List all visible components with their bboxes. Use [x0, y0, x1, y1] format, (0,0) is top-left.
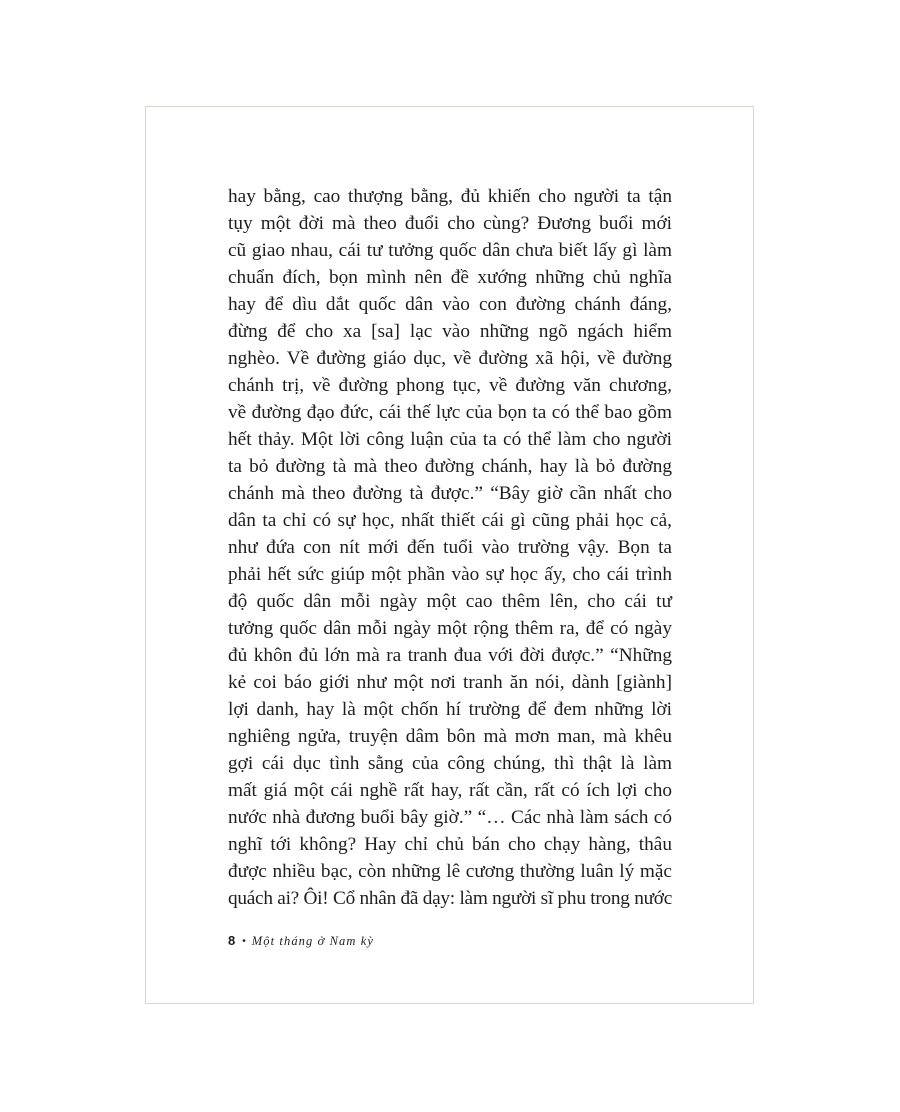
running-title: Một tháng ở Nam kỳ — [251, 934, 375, 948]
text-line: về đường đạo đức, cái thế lực của bọn ta có thể bao gồm — [228, 402, 672, 423]
text-line: dân ta chỉ có sự học, nhất thiết cái gì cũng phải học cả, — [228, 510, 672, 531]
text-line: cũ giao nhau, cái tư tưởng quốc dân chưa biết lấy gì làm — [228, 240, 672, 261]
page-number: 8 — [228, 933, 236, 948]
text-line: lợi danh, hay là một chốn hí trường để đem những lời — [228, 699, 672, 720]
page-footer — [228, 931, 374, 951]
text-line: tưởng quốc dân mỗi ngày một rộng thêm ra, để có ngày — [228, 618, 672, 639]
body-text — [228, 183, 672, 912]
book-page — [145, 106, 754, 1004]
text-line: phải hết sức giúp một phần vào sự học ấy, cho cái trình — [228, 564, 672, 585]
text-line: nghiêng ngửa, truyện dâm bôn mà mơn man, mà khêu — [228, 726, 672, 747]
text-line: đủ khôn đủ lớn mà ra tranh đua với đời được.” “Những — [228, 645, 672, 666]
text-line: nước nhà đương buổi bây giờ.” “… Các nhà làm sách có — [228, 807, 672, 828]
text-line: quách ai? Ôi! Cổ nhân đã dạy: làm người sĩ phu trong nước — [228, 888, 672, 909]
text-line: mất giá một cái nghề rất hay, rất cần, rất có ích lợi cho — [228, 780, 672, 801]
text-line: được nhiều bạc, còn những lê cương thường luân lý mặc — [228, 861, 672, 882]
text-line: hết thảy. Một lời công luận của ta có thể làm cho người — [228, 429, 672, 450]
text-line: hay để dìu dắt quốc dân vào con đường chánh đáng, — [228, 294, 672, 315]
text-line: chánh mà theo đường tà được.” “Bây giờ cần nhất cho — [228, 483, 672, 504]
text-line: độ quốc dân mỗi ngày một cao thêm lên, cho cái tư — [228, 591, 672, 612]
text-line: ta bỏ đường tà mà theo đường chánh, hay là bỏ đường — [228, 456, 672, 477]
text-line: chánh trị, về đường phong tục, về đường văn chương, — [228, 375, 672, 396]
text-line: kẻ coi báo giới như một nơi tranh ăn nói, dành [giành] — [228, 672, 672, 693]
text-line: nghĩ tới không? Hay chỉ chủ bán cho chạy hàng, thâu — [228, 834, 672, 855]
text-line: chuẩn đích, bọn mình nên đề xướng những chủ nghĩa — [228, 267, 672, 288]
text-line: đừng để cho xa [sa] lạc vào những ngõ ngách hiểm — [228, 321, 672, 342]
text-line: nghèo. Về đường giáo dục, về đường xã hội, về đường — [228, 348, 672, 369]
text-line: hay bằng, cao thượng bằng, đủ khiến cho người ta tận — [228, 186, 672, 207]
text-line: gợi cái dục tình sằng của công chúng, thì thật là làm — [228, 753, 672, 774]
bullet-separator: • — [242, 936, 246, 947]
text-line: như đứa con nít mới đến tuổi vào trường vậy. Bọn ta — [228, 537, 672, 558]
text-line: tụy một đời mà theo đuổi cho cùng? Đương buổi mới — [228, 213, 672, 234]
